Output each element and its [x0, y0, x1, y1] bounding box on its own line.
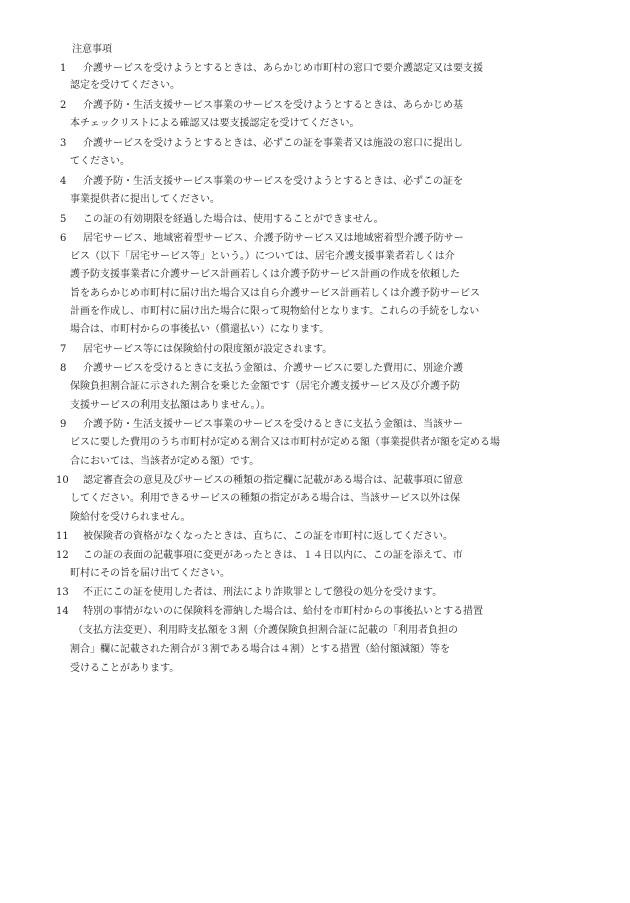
item-number: 10 [56, 475, 69, 486]
item-text-line: 支援サービスの利用支払額はありません。）。 [70, 400, 271, 411]
item-text-line: 介護予防・生活支援サービス事業のサービスを受けようとするときは、必ずこの証を [83, 176, 463, 187]
item-text-line: 介護サービスを受けるときに支払う金額は、介護サービスに要した費用に、別途介護 [83, 363, 463, 374]
item-text-line: （支払方法変更）、利用時支払額を３割（介護保険負担割合証に記載の「利用者負担の [73, 625, 458, 636]
item-number: 12 [56, 550, 69, 561]
item-text-line: 介護予防・生活支援サービス事業のサービスを受けるときに支払う金額は、当該サー [83, 419, 463, 430]
item-number: 9 [60, 419, 67, 430]
notice-title: 注意事項 [72, 44, 112, 55]
item-text-line: 認定を受けてください。 [70, 80, 180, 91]
item-number: 11 [56, 531, 69, 542]
item-number: 5 [60, 214, 67, 225]
item-text-line: 保険負担割合証に示された割合を乗じた金額です（居宅介護支援サービス及び介護予防 [70, 381, 460, 392]
item-number: 13 [56, 587, 69, 598]
item-text-line: 事業提供者に提出してください。 [70, 194, 220, 205]
item-text-line: 旨をあらかじめ市町村に届け出た場合又は自ら介護サービス計画若しくは介護予防サービス [70, 288, 480, 299]
item-text-line: 認定審査会の意見及びサービスの種類の指定欄に記載がある場合は、記載事項に留意 [83, 475, 463, 486]
item-text-line: この証の有効期限を経過した場合は、使用することができません。 [83, 214, 384, 225]
item-text-line: 介護サービスを受けようとするときは、必ずこの証を事業者又は施設の窓口に提出し [83, 138, 463, 149]
item-text-line: 特別の事情がないのに保険料を滞納した場合は、給付を市町村からの事後払いとする措置 [83, 606, 483, 617]
item-text-line: 合においては、当該者が定める額）です。 [70, 456, 260, 467]
item-text-line: 険給付を受けられません。 [70, 512, 191, 523]
item-text-line: 介護サービスを受けようとするときは、あらかじめ市町村の窓口で要介護認定又は要支援 [83, 63, 483, 74]
item-text-line: 本チェックリストによる確認又は要支援認定を受けてください。 [70, 118, 360, 129]
item-text-line: てください。 [70, 156, 130, 167]
item-number: 14 [56, 606, 69, 617]
item-number: 4 [60, 176, 67, 187]
item-text-line: 町村にその旨を届け出てください。 [70, 568, 230, 579]
item-number: 2 [60, 100, 67, 111]
item-text-line: 介護予防・生活支援サービス事業のサービスを受けようとするときは、あらかじめ基 [83, 100, 463, 111]
item-text-line: 割合」欄に記載された割合が３割である場合は４割）とする措置（給付額減額）等を [70, 644, 450, 655]
item-text-line: ビス（以下「居宅サービス等」という。）については、居宅介護支援事業者若しくは介 [70, 251, 455, 262]
item-text-line: 受けることがあります。 [70, 663, 180, 674]
item-number: 6 [60, 233, 67, 244]
item-text-line: 不正にこの証を使用した者は、刑法により詐欺罪として懲役の処分を受けます。 [83, 587, 443, 598]
item-text-line: 場合は、市町村からの事後払い（償還払い）になります。 [70, 324, 330, 335]
item-number: 7 [60, 344, 67, 355]
item-text-line: 被保険者の資格がなくなったときは、直ちに、この証を市町村に返してください。 [83, 531, 453, 542]
item-text-line: 居宅サービス等には保険給付の限度額が設定されます。 [83, 344, 333, 355]
item-text-line: 居宅サービス、地域密着型サービス、介護予防サービス又は地域密着型介護予防サー [83, 233, 464, 244]
item-number: 8 [60, 363, 67, 374]
item-text-line: 計画を作成し、市町村に届け出た場合に限って現物給付となります。これらの手続をしない [70, 306, 480, 317]
item-text-line: してください。利用できるサービスの種類の指定がある場合は、当該サービス以外は保 [70, 493, 460, 504]
item-number: 3 [60, 138, 67, 149]
item-text-line: 護予防支援事業者に介護サービス計画若しくは介護予防サービス計画の作成を依頼した [70, 269, 460, 280]
item-text-line: この証の表面の記載事項に変更があったときは、１４日以内に、この証を添えて、市 [83, 550, 463, 561]
item-number: 1 [60, 63, 67, 74]
item-text-line: ビスに要した費用のうち市町村が定める割合又は市町村が定める額（事業提供者が額を定める場 [70, 437, 500, 448]
